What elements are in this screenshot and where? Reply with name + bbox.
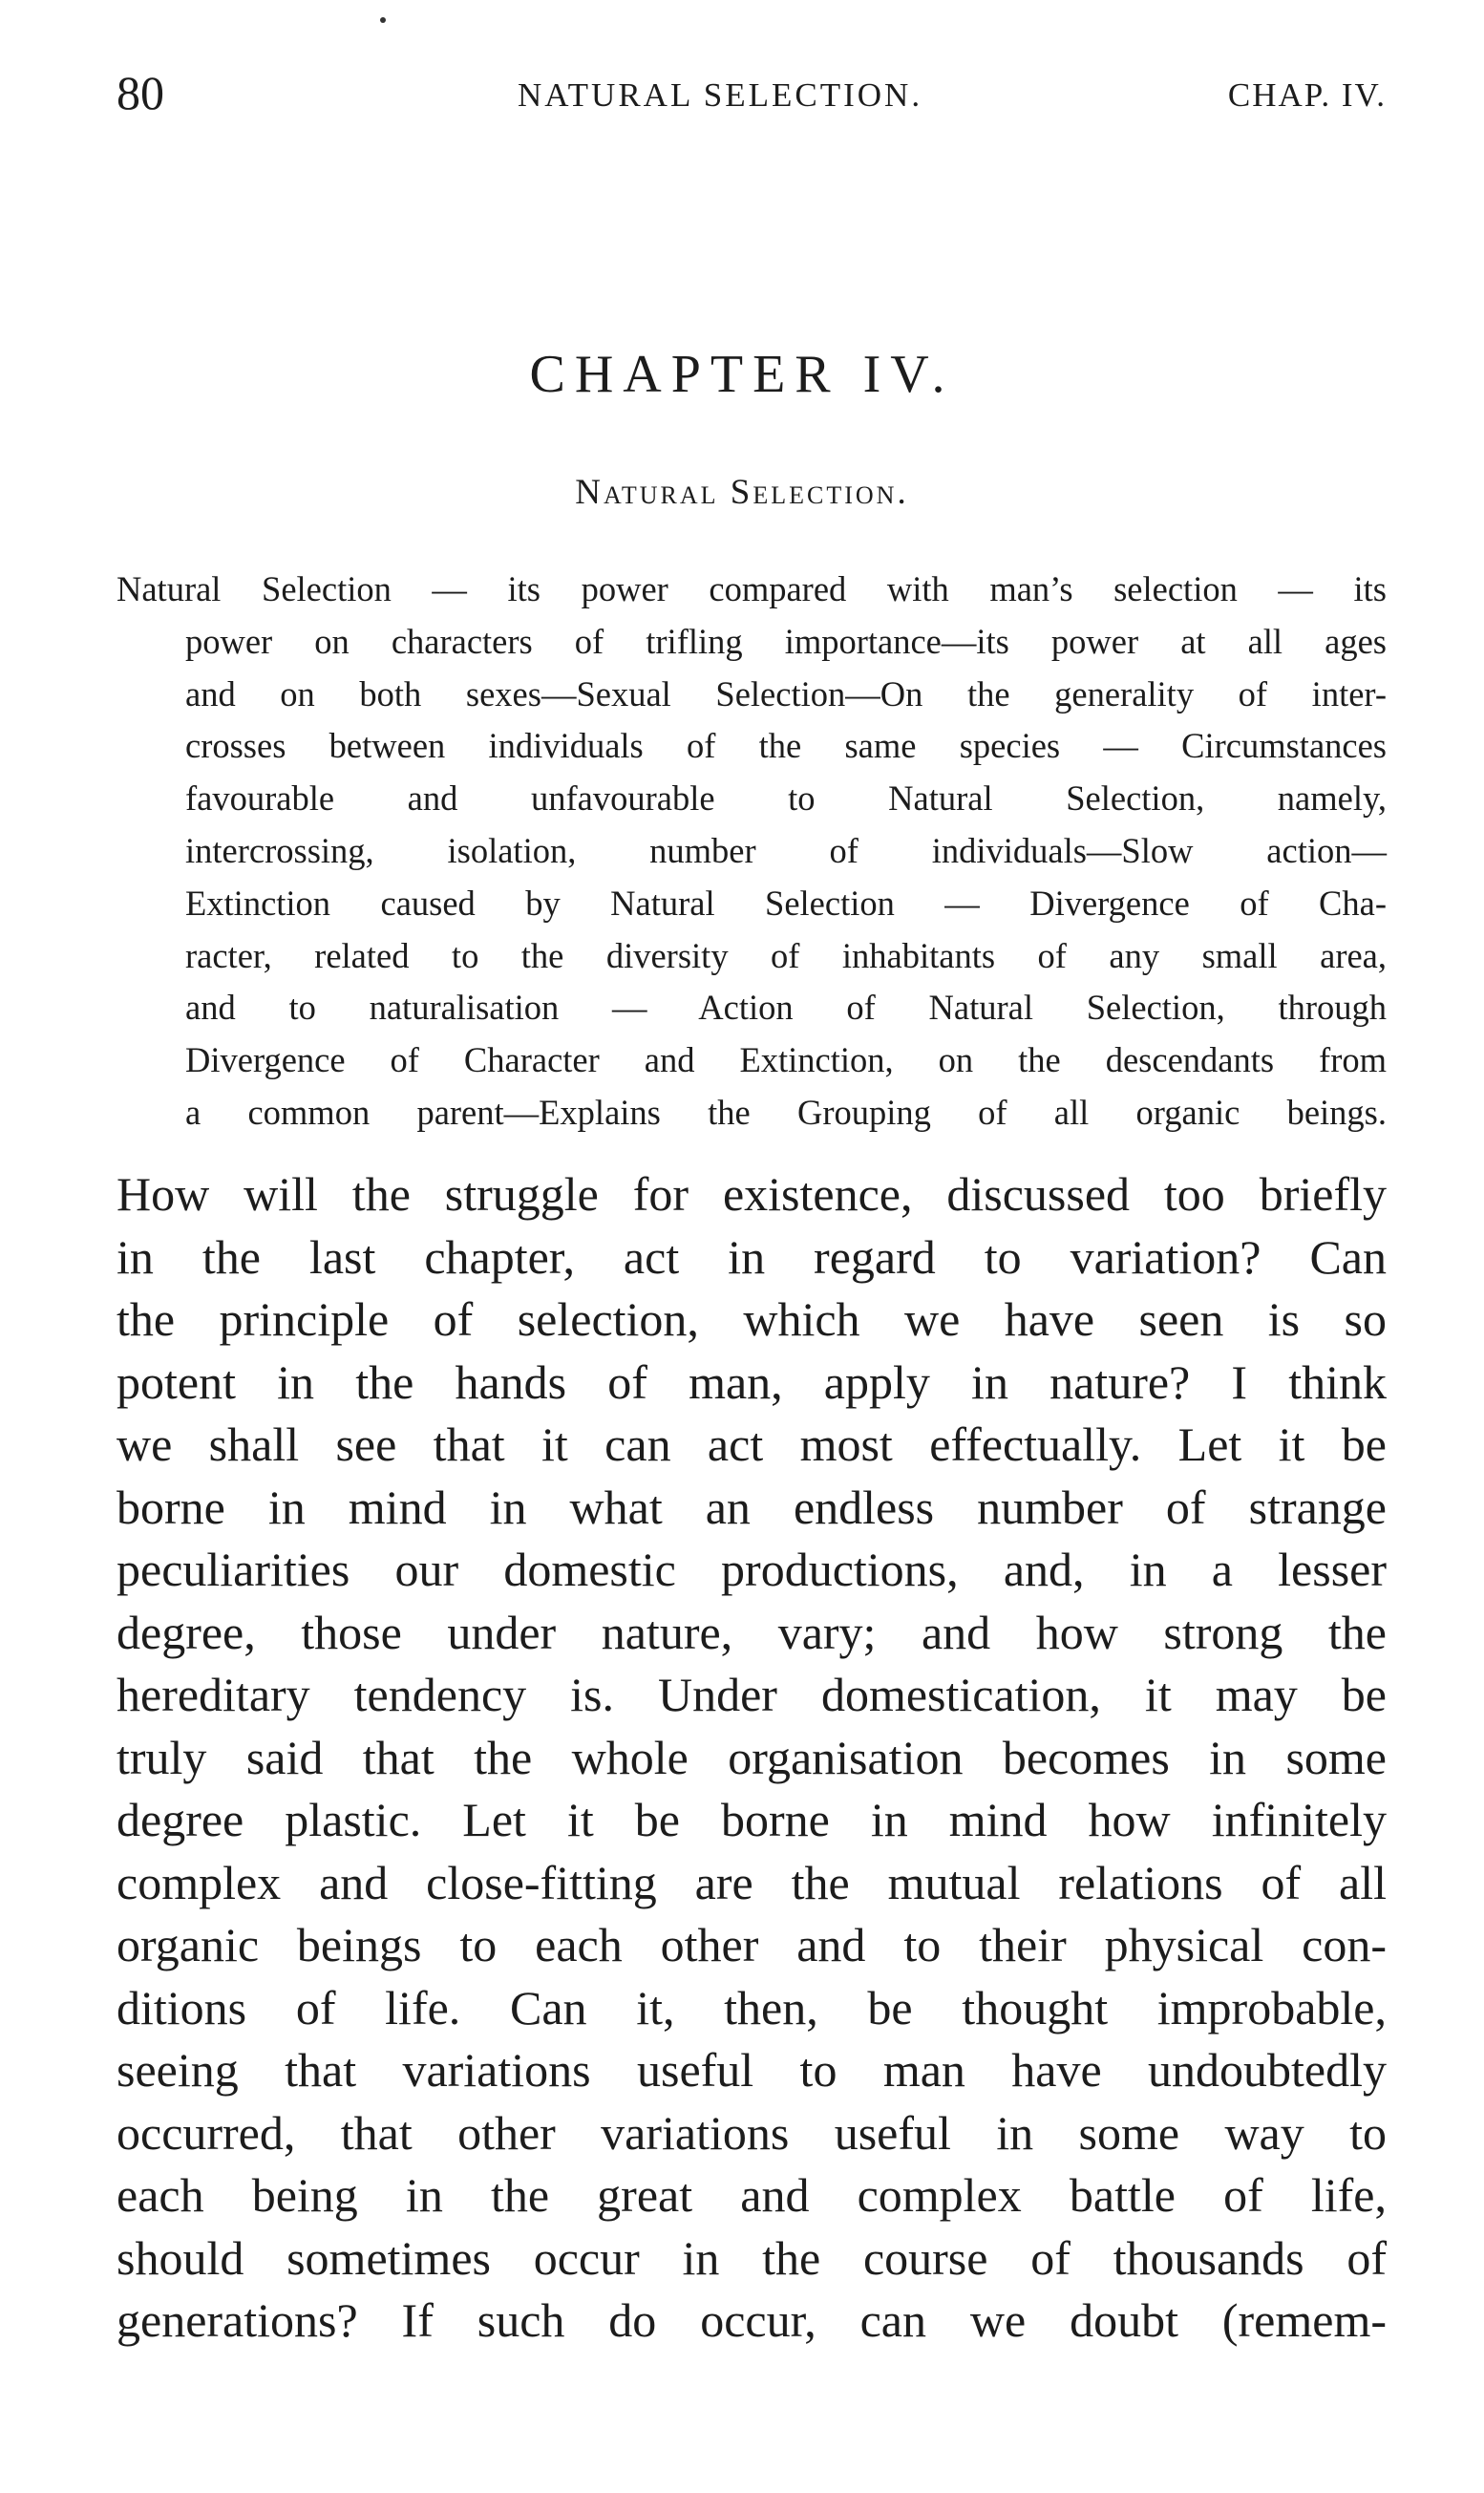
body-line: ditions of life. Can it, then, be thought improbable, xyxy=(117,1980,1387,2035)
body-line: borne in mind in what an endless number of strange xyxy=(117,1480,1387,1534)
body-line: degree, those under nature, vary; and how strong the xyxy=(117,1605,1387,1659)
summary-line: Divergence of Character and Extinction, on the descendants from xyxy=(185,1040,1387,1080)
body-line: each being in the great and complex battle of life, xyxy=(117,2168,1387,2222)
running-chapter: CHAP. IV. xyxy=(1227,76,1387,114)
body-line: truly said that the whole organisation becomes in some xyxy=(117,1730,1387,1784)
summary-line: and on both sexes—Sexual Selection—On the generality of inter- xyxy=(185,673,1387,714)
body-line: we shall see that it can act most effectually. Let it be xyxy=(117,1417,1387,1471)
summary-line: and to naturalisation — Action of Natural Selection, through xyxy=(185,988,1387,1028)
page-number: 80 xyxy=(117,66,164,119)
chapter-heading: CHAPTER IV. xyxy=(529,345,955,404)
summary-line: Natural Selection — its power compared with man’s selection — its xyxy=(117,569,1387,608)
body-line: How will the struggle for existence, discussed too briefly xyxy=(117,1167,1387,1221)
body-line: the principle of selection, which we have seen is so xyxy=(117,1292,1387,1346)
body-line: potent in the hands of man, apply in nature? I think xyxy=(117,1354,1387,1409)
chapter-subtitle: Natural Selection. xyxy=(575,473,909,512)
body-line: in the last chapter, act in regard to variation? Can xyxy=(117,1229,1387,1284)
summary-line: intercrossing, isolation, number of individuals—Slow action— xyxy=(185,830,1387,870)
body-line: degree plastic. Let it be borne in mind how infinitely xyxy=(117,1793,1387,1846)
summary-line: power on characters of trifling importance—its power at all ages xyxy=(185,621,1387,661)
body-line: complex and close-fitting are the mutual relations of all xyxy=(117,1855,1387,1909)
running-title: NATURAL SELECTION. xyxy=(518,76,923,114)
summary-line: a common parent—Explains the Grouping of all organic beings. xyxy=(185,1092,1387,1132)
body-line: peculiarities our domestic productions, and, in a lesser xyxy=(117,1543,1387,1596)
summary-line: Extinction caused by Natural Selection — Divergence of Cha- xyxy=(185,883,1387,923)
summary-line: favourable and unfavourable to Natural Selection, namely, xyxy=(185,778,1387,819)
ink-speck xyxy=(380,17,386,23)
body-line: generations? If such do occur, can we doubt (remem- xyxy=(117,2293,1387,2347)
body-paragraph xyxy=(117,1163,1387,2353)
body-line: organic beings to each other and to their physical con- xyxy=(117,1918,1387,1971)
summary-line: crosses between individuals of the same species — Circumstances xyxy=(185,726,1387,766)
body-line: occurred, that other variations useful in some way to xyxy=(117,2105,1387,2160)
body-line: seeing that variations useful to man have undoubtedly xyxy=(117,2043,1387,2097)
body-line: should sometimes occur in the course of thousands of xyxy=(117,2230,1387,2285)
body-line: hereditary tendency is. Under domestication, it may be xyxy=(117,1668,1387,1721)
running-head xyxy=(117,59,1387,126)
chapter-summary xyxy=(117,564,1387,1140)
summary-line: racter, related to the diversity of inhabitants of any small area, xyxy=(185,935,1387,975)
